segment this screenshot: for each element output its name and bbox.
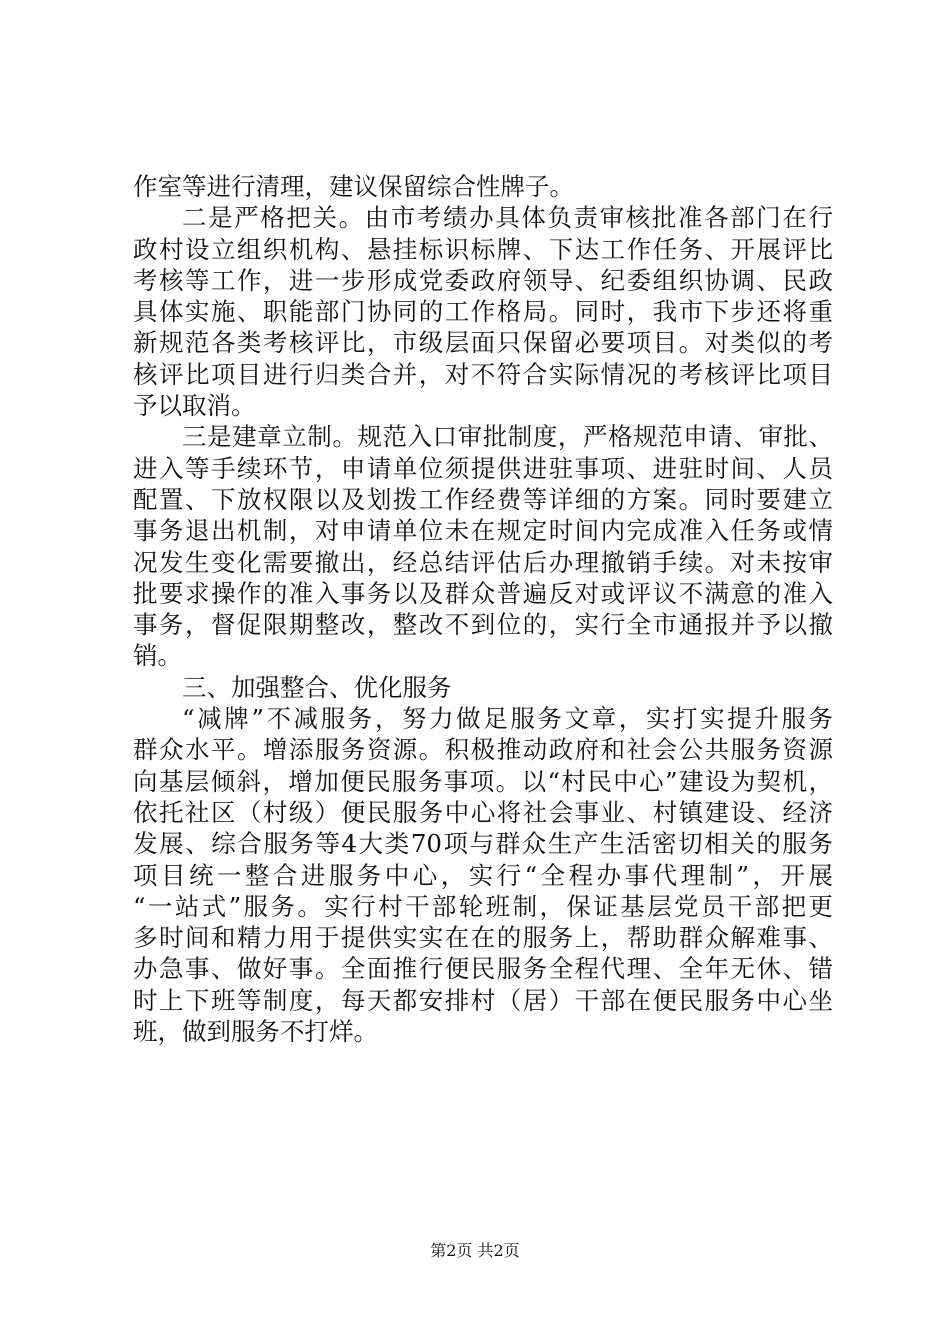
text-line: 三、加强整合、优化服务 — [182, 672, 452, 702]
text-line: 予以取消。 — [133, 391, 256, 421]
text-line: 政村设立组织机构、悬挂标识标牌、下达工作任务、开展评比 — [133, 234, 833, 264]
page-footer: 第2页 共2页 — [430, 1241, 520, 1260]
text-line: 群众水平。增添服务资源。积极推动政府和社会公共服务资源 — [133, 735, 833, 765]
text-line: 新规范各类考核评比，市级层面只保留必要项目。对类似的考 — [133, 328, 833, 358]
text-line: 时上下班等制度，每天都安排村（居）干部在便民服务中心坐 — [133, 985, 833, 1015]
text-line: 办急事、做好事。全面推行便民服务全程代理、全年无休、错 — [133, 954, 833, 984]
text-line: 核评比项目进行归类合并，对不符合实际情况的考核评比项目 — [133, 359, 833, 389]
text-line: 销。 — [133, 641, 182, 671]
text-line: 况发生变化需要撤出，经总结评估后办理撤销手续。对未按审 — [133, 547, 833, 577]
text-line: 作室等进行清理，建议保留综合性牌子。 — [133, 172, 574, 201]
text-line: 依托社区（村级）便民服务中心将社会事业、村镇建设、经济 — [133, 797, 833, 827]
text-line: 向基层倾斜，增加便民服务事项。以“村民中心”建设为契机， — [133, 766, 833, 796]
text-line: 考核等工作，进一步形成党委政府领导、纪委组织协调、民政 — [133, 265, 833, 295]
text-line: 配置、下放权限以及划拨工作经费等详细的方案。同时要建立 — [133, 484, 833, 514]
text-line: 三是建章立制。规范入口审批制度，严格规范申请、审批、 — [182, 422, 833, 452]
text-line: 事务退出机制，对申请单位未在规定时间内完成准入任务或情 — [133, 516, 833, 546]
text-line: “减牌”不减服务，努力做足服务文章，实打实提升服务 — [182, 704, 833, 734]
text-line: “一站式”服务。实行村干部轮班制，保证基层党员干部把更 — [133, 891, 833, 921]
text-line: 多时间和精力用于提供实实在在的服务上，帮助群众解难事、 — [133, 923, 833, 953]
text-line: 发展、综合服务等4大类70项与群众生产生活密切相关的服务 — [133, 829, 833, 859]
text-line: 具体实施、职能部门协同的工作格局。同时，我市下步还将重 — [133, 297, 833, 327]
document-body — [133, 171, 833, 1047]
text-line: 项目统一整合进服务中心，实行“全程办事代理制”，开展 — [133, 860, 833, 890]
text-line: 事务，督促限期整改，整改不到位的，实行全市通报并予以撤 — [133, 610, 833, 640]
text-line: 进入等手续环节，申请单位须提供进驻事项、进驻时间、人员 — [133, 453, 833, 483]
text-line: 批要求操作的准入事务以及群众普遍反对或评议不满意的准入 — [133, 578, 833, 608]
text-line: 班，做到服务不打烊。 — [133, 1017, 378, 1047]
text-line: 二是严格把关。由市考绩办具体负责审核批准各部门在行 — [182, 203, 833, 233]
